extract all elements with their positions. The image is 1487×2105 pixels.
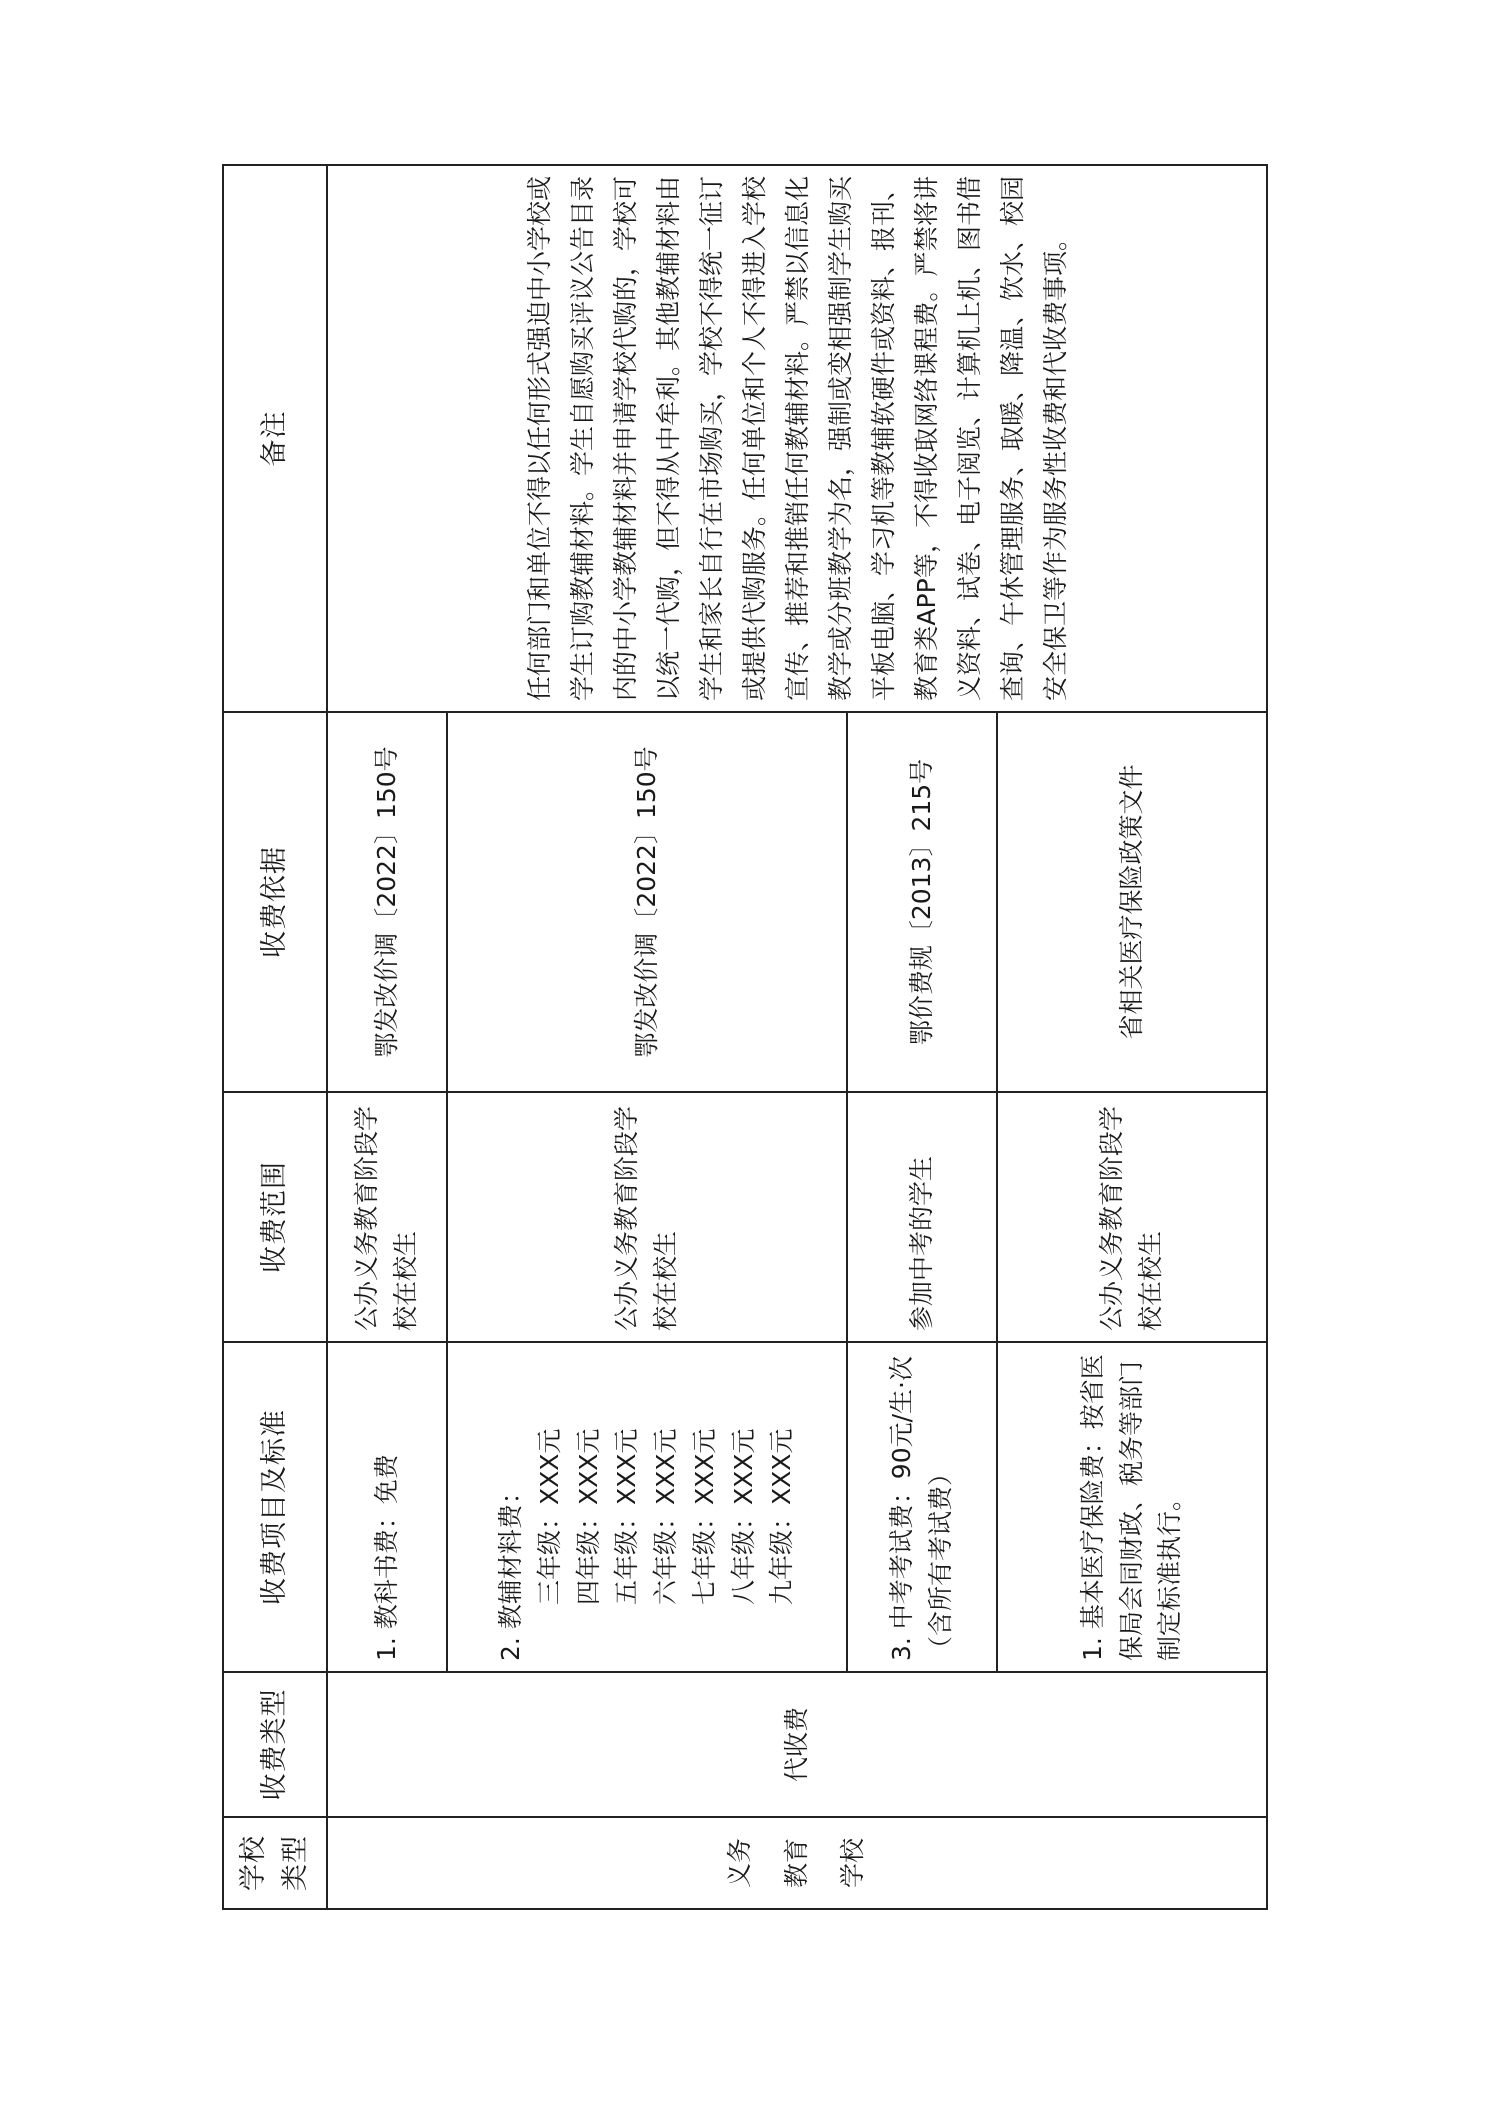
- fee-range-cell: 公办义务教育阶段学校在校生: [447, 1092, 847, 1342]
- fee-basis-cell: 鄂发改价调〔2022〕150号: [447, 712, 847, 1092]
- note-cell: 任何部门和单位不得以任何形式强迫中小学校或学生订购教辅材料。学生自愿购买评议公告目录内的中小学教辅材料并申请学校代购的，学校可以统一代购，但不得从中牟利。其他教辅材料由学生和家长自行在市场购买，学校不得统一征订或提供代购服务。任何单位和个人不得进入学校宣传、推荐和推销任何教辅材料。严禁以信息化教学或分班教学为名，强制或变相强制学生购买平板电脑、学习机等教辅软硬件或资料、报刊、教育类APP等，不得收取网络课程费。严禁将讲义资料、试卷、电子阅览、计算机上机、图书借查询、午休管理服务、取暖、降温、饮水、校园安全保卫等作为服务性收费和代收费事项。: [327, 165, 1267, 712]
- fee-table: [222, 164, 1268, 1910]
- fee-item-cell: [447, 1342, 847, 1672]
- fee-range-cell: 参加中考的学生: [847, 1092, 997, 1342]
- school-type-line: 教育: [781, 1838, 811, 1889]
- fee-basis-cell: 鄂价费规〔2013〕215号: [847, 712, 997, 1092]
- grade-fee: 四年级：XXX元: [573, 1428, 603, 1605]
- header-fee-type: 收费类型: [223, 1672, 327, 1817]
- grade-fee: 八年级：XXX元: [728, 1428, 758, 1605]
- school-type-line: 学校: [838, 1838, 868, 1889]
- fee-range-cell: 公办义务教育阶段学校在校生: [997, 1092, 1267, 1342]
- grade-fee: 六年级：XXX元: [651, 1428, 680, 1605]
- grade-fee: 三年级：XXX元: [534, 1428, 564, 1605]
- header-fee-range: 收费范围: [223, 1092, 327, 1342]
- fee-item-title: 2. 教辅材料费：: [496, 1479, 525, 1661]
- header-fee-item-standard: 收费项目及标准: [223, 1342, 327, 1672]
- fee-basis-cell: 省相关医疗保险政策文件: [997, 712, 1267, 1092]
- fee-basis-cell: 鄂发改价调〔2022〕150号: [327, 712, 447, 1092]
- fee-item-cell: 3. 中考考试费：90元/生·次（含所有考试费）: [847, 1342, 997, 1672]
- grade-fee: 九年级：XXX元: [767, 1428, 797, 1605]
- header-school-type: 学校类型: [223, 1817, 327, 1909]
- fee-item-cell: 1. 教科书费：免费: [327, 1342, 447, 1672]
- fee-table-page: [222, 166, 1252, 1910]
- fee-type-cell: 代收费: [327, 1672, 1267, 1817]
- table-row: [327, 165, 447, 1909]
- header-fee-basis: 收费依据: [223, 712, 327, 1092]
- grade-fee: 五年级：XXX元: [612, 1428, 642, 1605]
- grade-fee: 七年级：XXX元: [689, 1428, 719, 1605]
- header-note: 备注: [223, 165, 327, 712]
- fee-item-cell: 1. 基本医疗保险费：按省医保局会同财政、税务等部门制定标准执行。: [997, 1342, 1267, 1672]
- school-type-line: 义务: [724, 1838, 754, 1889]
- fee-range-cell: 公办义务教育阶段学校在校生: [327, 1092, 447, 1342]
- school-type-cell: [327, 1817, 1267, 1909]
- table-header-row: [223, 165, 327, 1909]
